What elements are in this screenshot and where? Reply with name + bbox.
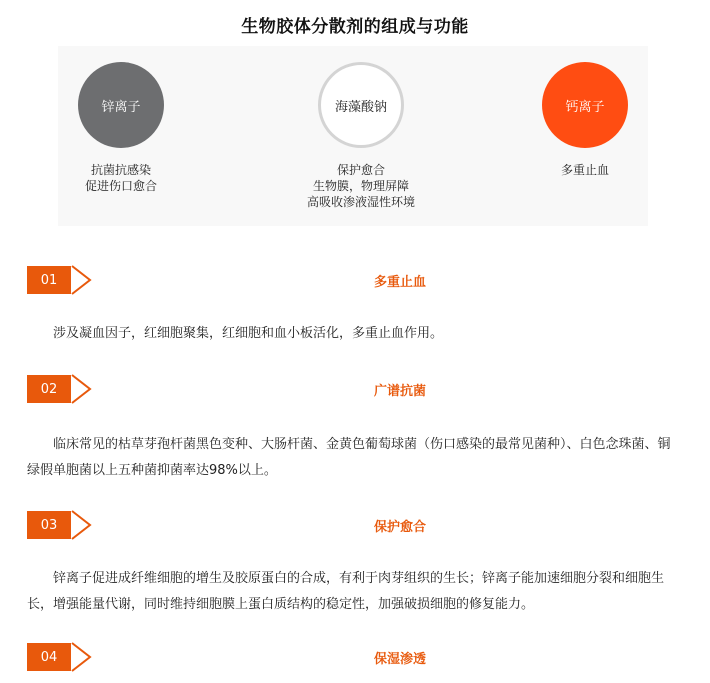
ion-sodium-alginate (256, 62, 466, 210)
section-number-badge: 03 (27, 511, 71, 539)
description-line: 促进伤口愈合 (84, 179, 157, 193)
section-title: 多重止血 (373, 275, 426, 290)
description-line: 多重止血 (560, 163, 609, 177)
section-title: 保护愈合 (373, 520, 426, 535)
description-line: 生物膜，物理屏障 (312, 179, 409, 193)
description-line: 高吸收渗液湿性环境 (306, 195, 415, 209)
section-text-03 (0, 566, 710, 618)
section-text-01 (0, 321, 710, 347)
sodium-alginate-circle: 海藻酸钠 (318, 62, 404, 148)
section-number-badge: 04 (27, 643, 71, 671)
section-title: 广谱抗菌 (373, 384, 426, 399)
description-line: 保护愈合 (336, 163, 385, 177)
paragraph: 锌离子促进成纤维细胞的增生及胶原蛋白的合成，有利于肉芽组织的生长；锌离子能加速细胞分裂和细胞生长，增强能量代谢，同时维持细胞膜上蛋白质结构的稳定性，加强破损细胞的修复能力。 (27, 571, 665, 612)
zinc-ion-circle: 锌离子 (78, 62, 164, 148)
paragraph: 涉及凝血因子，红细胞聚集，红细胞和血小板活化，多重止血作用。 (53, 326, 444, 341)
chevron-right-icon (68, 372, 98, 406)
paragraph: 临床常见的枯草芽孢杆菌黑色变种、大肠杆菌、金黄色葡萄球菌（伤口感染的最常见菌种）、白色念珠菌、铜绿假单胞菌以上五种菌抑菌率达98%以上。 (27, 437, 671, 478)
sodium-alginate-description (256, 162, 466, 210)
ion-calcium (480, 62, 690, 178)
zinc-ion-description (16, 162, 226, 194)
calcium-ion-description (480, 162, 690, 178)
section-title: 保湿渗透 (373, 652, 426, 667)
section-number-badge: 02 (27, 375, 71, 403)
chevron-right-icon (68, 508, 98, 542)
description-line: 抗菌抗感染 (90, 163, 151, 177)
chevron-right-icon (68, 640, 98, 674)
section-text-02 (0, 432, 710, 484)
calcium-ion-circle: 钙离子 (542, 62, 628, 148)
page-title: 生物胶体分散剂的组成与功能 (241, 17, 469, 37)
ion-zinc (16, 62, 226, 194)
chevron-right-icon (68, 263, 98, 297)
section-number-badge: 01 (27, 266, 71, 294)
